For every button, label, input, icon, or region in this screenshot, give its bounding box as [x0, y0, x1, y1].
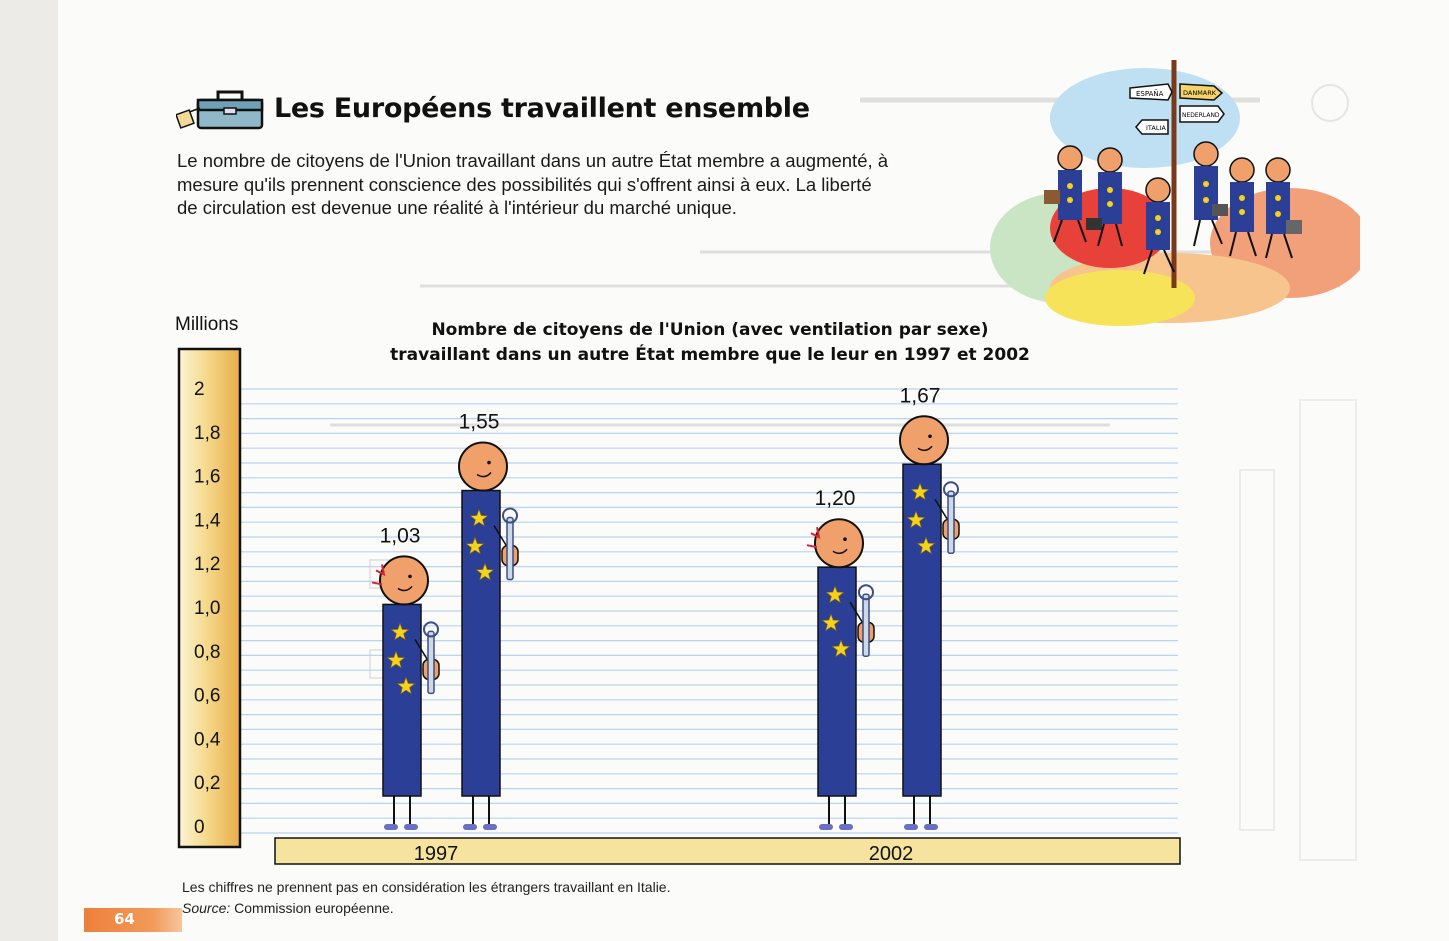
chart-footnote: [182, 877, 670, 919]
shoe: [819, 824, 833, 830]
eye: [843, 537, 847, 541]
x-tick-label: 1997: [413, 843, 459, 865]
bar: [903, 464, 941, 796]
bar: [462, 491, 500, 796]
wrench-icon: [428, 631, 434, 693]
shoe: [483, 824, 497, 830]
head: [900, 416, 948, 464]
y-tick-label: 1,8: [194, 422, 221, 444]
data-label: 1,55: [458, 410, 500, 434]
y-tick-label: 1,0: [194, 598, 221, 619]
y-tick-label: 1,2: [194, 554, 221, 576]
bar-1997-total: [459, 443, 518, 830]
y-tick-label: 0,2: [194, 773, 221, 795]
footnote-text: Les chiffres ne prennent pas en considération les étrangers travaillant en Italie.: [182, 879, 671, 895]
shoe: [904, 824, 918, 830]
data-label: 1,20: [814, 487, 856, 511]
head: [459, 443, 507, 491]
x-axis-band: [275, 838, 1180, 864]
y-tick-label: 0,8: [194, 641, 221, 663]
shoe: [404, 824, 418, 830]
wrench-icon: [507, 518, 513, 580]
shoe: [839, 824, 853, 830]
sign-label: NEDERLAND: [1182, 112, 1220, 119]
sign-label: ITALIA: [1146, 124, 1166, 132]
y-axis-unit-label: Millions: [175, 314, 239, 335]
page-title: Les Européens travaillent ensemble: [274, 92, 810, 124]
head: [380, 556, 428, 604]
source-text: Commission européenne.: [230, 900, 394, 916]
bar-2002-femmes: [807, 519, 874, 830]
y-tick-label: 1,6: [194, 466, 221, 488]
eye: [928, 434, 932, 438]
page-number: 64: [114, 910, 135, 928]
eye: [408, 575, 412, 579]
sign-label: ESPAÑA: [1136, 90, 1164, 98]
y-tick-label: 1,4: [194, 510, 221, 532]
y-tick-label: 2: [194, 379, 205, 400]
shoe: [384, 824, 398, 830]
hair-bow-icon: [811, 527, 819, 537]
wrench-icon: [863, 594, 869, 656]
chart-title-line1: Nombre de citoyens de l'Union (avec ventilation par sexe): [431, 320, 989, 340]
source-label: Source:: [182, 900, 231, 916]
hair-bow-icon: [376, 564, 384, 574]
head: [815, 519, 863, 567]
y-tick-label: 0: [194, 817, 205, 838]
intro-paragraph: Le nombre de citoyens de l'Union travaillant dans un autre État membre a augmenté, à mesure qu'ils prennent conscience des possibilités qui s'offrent ainsi à eux. La liberté de circulation est devenue une réalité à l'intérieur du marché unique.: [177, 150, 889, 218]
chart-title-line2: travaillant dans un autre État membre que le leur en 1997 et 2002: [390, 345, 1030, 365]
wrench-icon: [948, 491, 954, 553]
bar: [818, 567, 856, 796]
shoe: [463, 824, 477, 830]
data-label: 1,03: [379, 524, 421, 548]
source-line: [182, 898, 670, 919]
x-tick-label: 2002: [868, 843, 914, 865]
y-tick-label: 0,6: [194, 685, 221, 707]
y-tick-label: 0,4: [194, 729, 221, 751]
shoe: [924, 824, 938, 830]
sign-label: DANMARK: [1183, 89, 1217, 97]
eye: [487, 461, 491, 465]
data-label: 1,67: [899, 384, 941, 408]
